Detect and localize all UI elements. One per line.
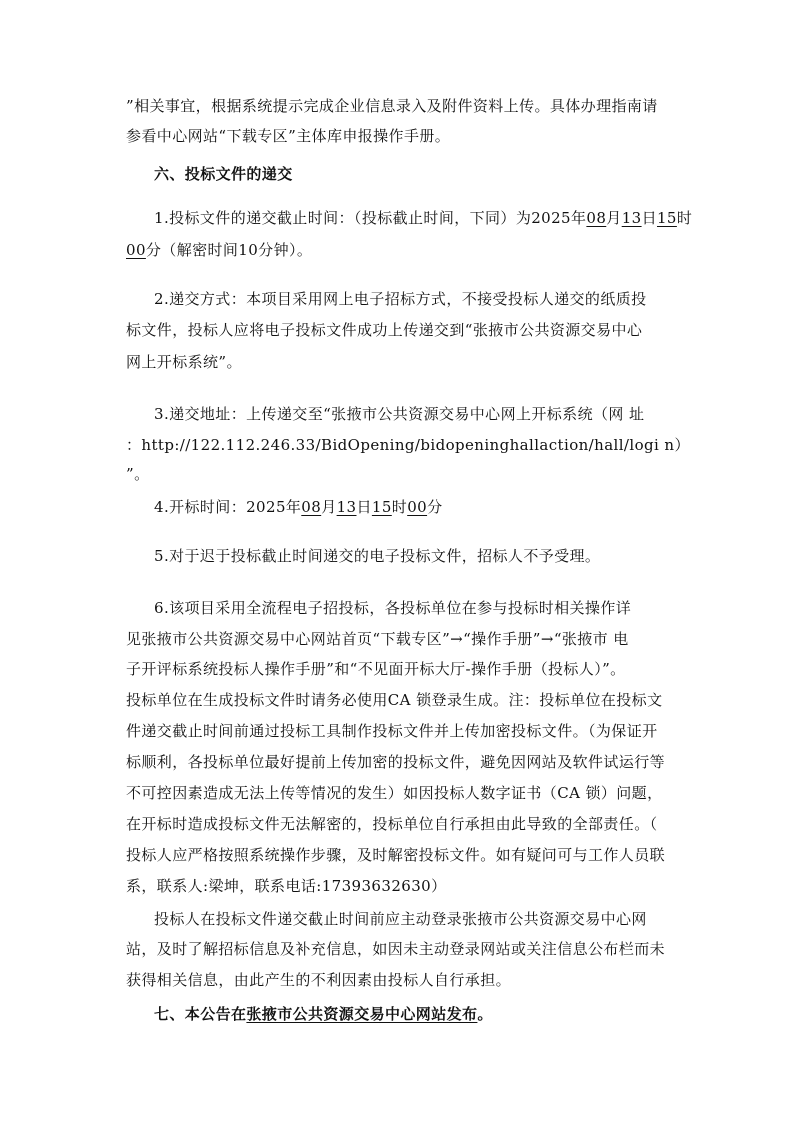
item-3-line-2: ：http://122.112.246.33/BidOpening/bidopeninghallaction/hall/logi n）	[126, 436, 690, 454]
login-para-line-2: 站，及时了解招标信息及补充信息，如因未主动登录网站或关注信息公布栏而未	[126, 940, 666, 958]
section-7-suffix: 。	[477, 1005, 493, 1023]
item-3-line-1: 3.递交地址：上传递交至“张掖市公共资源交易中心网上开标系统（网 址	[154, 405, 645, 423]
item-1-hour-unit: 时	[676, 209, 693, 227]
item-1-minute: 00	[126, 241, 146, 259]
section-7-link: 张掖市公共资源交易中心网站发布	[246, 1005, 478, 1023]
item-1-day: 13	[621, 209, 642, 227]
item-4-day: 13	[336, 498, 357, 516]
item-1-line-1	[154, 208, 692, 228]
item-4-minute-unit: 分	[427, 498, 443, 516]
item-1-line-2	[126, 240, 312, 260]
intro-line-1: ”相关事宜，根据系统提示完成企业信息录入及附件资料上传。具体办理指南请	[126, 97, 658, 115]
item-4-month-unit: 月	[321, 498, 337, 516]
section-7-line	[154, 1004, 493, 1024]
item-4-month: 08	[301, 498, 322, 516]
item-4-line	[154, 497, 442, 517]
item-6-line-5: 件递交截止时间前通过投标工具制作投标文件并上传加密投标文件。（为保证开	[126, 722, 658, 740]
intro-line-2: 参看中心网站“下载专区”主体库申报操作手册。	[126, 127, 451, 145]
item-6-line-9: 投标人应严格按照系统操作步骤，及时解密投标文件。如有疑问可与工作人员联	[126, 846, 666, 864]
item-3-line-3: ”。	[126, 465, 150, 483]
item-2-line-2: 标文件，投标人应将电子投标文件成功上传递交到“张掖市公共资源交易中心	[126, 321, 643, 339]
item-4-minute: 00	[407, 498, 428, 516]
section-7-prefix: 七、本公告在	[154, 1005, 247, 1023]
item-4-hour-unit: 时	[391, 498, 408, 516]
item-2-line-3: 网上开标系统”。	[126, 353, 242, 371]
item-6-line-4: 投标单位在生成投标文件时请务必使用CA 锁登录生成。注：投标单位在投标文	[126, 691, 663, 709]
item-4-day-unit: 日	[356, 498, 372, 516]
item-2-line-1: 2.递交方式：本项目采用网上电子招标方式，不接受投标人递交的纸质投	[154, 290, 647, 308]
login-para-line-1: 投标人在投标文件递交截止时间前应主动登录张掖市公共资源交易中心网	[154, 910, 647, 928]
item-6-line-10: 系，联系人:梁坤，联系电话:17393632630）	[126, 877, 447, 895]
item-1-day-unit: 日	[641, 209, 657, 227]
item-6-line-6: 标顺利，各投标单位最好提前上传加密的投标文件，避免因网站及软件试运行等	[126, 753, 666, 771]
item-6-line-2: 见张掖市公共资源交易中心网站首页“下载专区”→“操作手册”→“张掖市 电	[126, 630, 629, 648]
item-5-line: 5.对于迟于投标截止时间递交的电子投标文件，招标人不予受理。	[154, 547, 601, 565]
item-4-prefix: 4.开标时间：2025年	[154, 498, 302, 516]
item-1-month-unit: 月	[606, 209, 622, 227]
item-4-hour: 15	[371, 498, 392, 516]
item-1-prefix: 1.投标文件的递交截止时间：（投标截止时间，下同）为2025年	[154, 209, 587, 227]
item-6-line-8: 在开标时造成投标文件无法解密的，投标单位自行承担由此导致的全部责任。（	[126, 815, 658, 833]
item-6-line-3: 子开评标系统投标人操作手册”和“不见面开标大厅-操作手册（投标人）”。	[126, 660, 626, 678]
item-1-hour: 15	[656, 209, 677, 227]
login-para-line-3: 获得相关信息，由此产生的不利因素由投标人自行承担。	[126, 971, 512, 989]
section-6-heading: 六、投标文件的递交	[154, 165, 293, 183]
item-1-month: 08	[586, 209, 607, 227]
item-1-minute-unit: 分（解密时间10分钟）。	[145, 241, 313, 259]
item-6-line-7: 不可控因素造成无法上传等情况的发生）如因投标人数字证书（CA 锁）问题，	[126, 784, 663, 802]
item-6-line-1: 6.该项目采用全流程电子招投标，各投标单位在参与投标时相关操作详	[154, 599, 632, 617]
